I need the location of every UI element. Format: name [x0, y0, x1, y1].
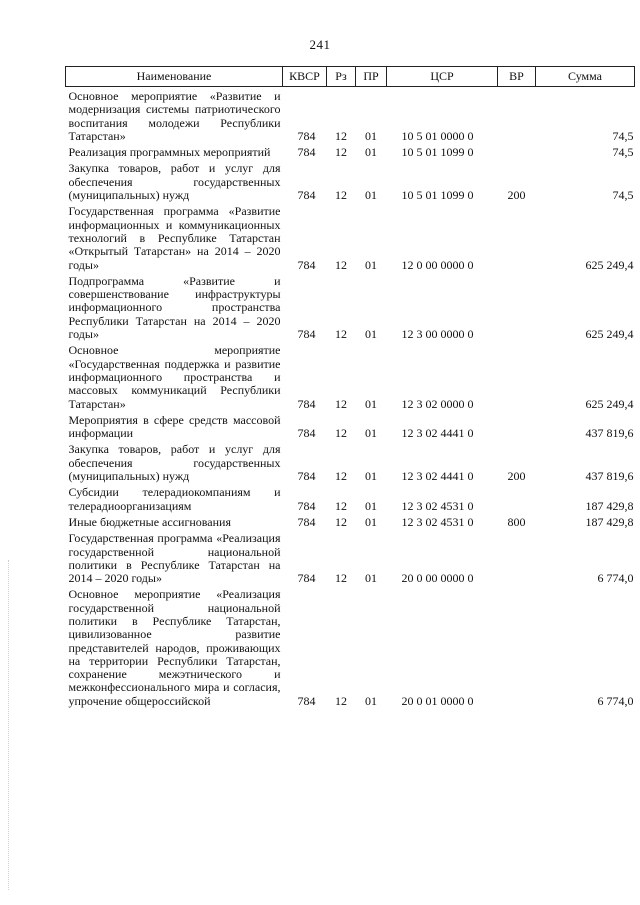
row-pr: 01 — [365, 693, 377, 708]
row-rz: 12 — [335, 571, 347, 586]
row-sum: 6 774,0 — [597, 693, 634, 708]
table-row — [66, 513, 635, 529]
row-name-text: Закупка товаров, работ и услуг для обеспечения государственных (муниципальных) нужд — [68, 442, 281, 484]
row-kvsr: 784 — [297, 693, 316, 708]
row-csr: 20 0 01 0000 0 — [401, 693, 474, 708]
header-csr: ЦСР — [387, 67, 498, 87]
table-row — [66, 585, 635, 708]
row-name-text: Основное мероприятие «Развитие и модернизация системы патриотического воспитания молодежи Республики Татарстан» — [68, 89, 281, 143]
row-pr: 01 — [365, 128, 377, 143]
row-vr — [498, 585, 536, 708]
table-row — [66, 87, 635, 144]
row-sum: 74,5 — [612, 145, 634, 160]
row-pr: 01 — [365, 426, 377, 441]
row-kvsr: 784 — [297, 426, 316, 441]
row-csr: 12 3 02 4531 0 — [401, 498, 474, 513]
table-body — [66, 87, 635, 709]
row-name — [66, 341, 283, 410]
table-row — [66, 483, 635, 513]
row-pr: 01 — [365, 257, 377, 272]
header-rz: Рз — [327, 67, 356, 87]
table-row — [66, 411, 635, 441]
row-pr: 01 — [365, 498, 377, 513]
row-name-text: Государственная программа «Реализация государственной национальной политики в Республике Татарстан на 2014 – 2020 годы» — [68, 531, 281, 586]
row-name — [66, 513, 283, 529]
row-name — [66, 483, 283, 513]
row-kvsr: 784 — [297, 571, 316, 586]
row-pr: 01 — [365, 145, 377, 160]
row-name — [66, 159, 283, 202]
header-sum: Сумма — [536, 67, 635, 87]
row-kvsr: 784 — [297, 498, 316, 513]
header-vr: ВР — [498, 67, 536, 87]
row-name-text: Иные бюджетные ассигнования — [68, 514, 231, 529]
row-vr — [498, 483, 536, 513]
row-csr: 12 3 02 0000 0 — [401, 396, 474, 411]
row-csr: 12 3 02 4441 0 — [401, 469, 474, 484]
row-pr: 01 — [365, 188, 377, 203]
row-sum: 187 429,8 — [585, 514, 634, 529]
row-pr: 01 — [365, 396, 377, 411]
row-name — [66, 529, 283, 585]
row-sum: 625 249,4 — [585, 327, 634, 342]
table-row — [66, 202, 635, 271]
row-name — [66, 272, 283, 341]
row-name-text: Основное мероприятие «Государственная поддержка и развитие информационного пространства и массовых коммуникаций Республики Татарстан» — [68, 343, 281, 411]
row-rz: 12 — [335, 426, 347, 441]
row-csr: 10 5 01 1099 0 — [401, 145, 474, 160]
row-name-text: Реализация программных мероприятий — [68, 145, 271, 160]
table-header — [66, 67, 635, 87]
row-rz: 12 — [335, 188, 347, 203]
row-vr — [498, 272, 536, 341]
budget-table — [65, 66, 635, 708]
table-row — [66, 529, 635, 585]
row-csr: 12 0 00 0000 0 — [401, 257, 474, 272]
header-name: Наименование — [66, 67, 283, 87]
row-rz: 12 — [335, 469, 347, 484]
table-row — [66, 159, 635, 202]
row-name — [66, 143, 283, 159]
row-rz: 12 — [335, 514, 347, 529]
row-kvsr: 784 — [297, 188, 316, 203]
row-name-text: Закупка товаров, работ и услуг для обеспечения государственных (муниципальных) нужд — [68, 161, 281, 203]
row-rz: 12 — [335, 145, 347, 160]
row-pr: 01 — [365, 327, 377, 342]
row-rz: 12 — [335, 327, 347, 342]
row-vr — [498, 411, 536, 441]
row-sum: 187 429,8 — [585, 498, 634, 513]
row-kvsr: 784 — [297, 469, 316, 484]
row-name-text: Подпрограмма «Развитие и совершенствование инфраструктуры информационного пространства Республики Татарстан на 2014 – 2020 годы» — [68, 273, 281, 342]
row-kvsr: 784 — [297, 514, 316, 529]
row-csr: 12 3 00 0000 0 — [401, 327, 474, 342]
row-vr: 200 — [507, 188, 526, 203]
row-vr: 200 — [507, 469, 526, 484]
table-row — [66, 440, 635, 483]
row-sum: 625 249,4 — [585, 396, 634, 411]
row-vr — [498, 143, 536, 159]
row-rz: 12 — [335, 257, 347, 272]
row-vr — [498, 202, 536, 271]
row-sum: 625 249,4 — [585, 257, 634, 272]
row-rz: 12 — [335, 498, 347, 513]
table-row — [66, 341, 635, 410]
row-sum: 6 774,0 — [597, 571, 634, 586]
row-sum: 437 819,6 — [585, 469, 634, 484]
row-name-text: Субсидии телерадиокомпаниям и телерадиоорганизациям — [68, 485, 281, 513]
row-rz: 12 — [335, 693, 347, 708]
row-csr: 12 3 02 4441 0 — [401, 426, 474, 441]
table-row — [66, 272, 635, 341]
row-name — [66, 411, 283, 441]
row-csr: 10 5 01 1099 0 — [401, 188, 474, 203]
row-name — [66, 87, 283, 144]
row-vr — [498, 87, 536, 144]
row-sum: 74,5 — [612, 128, 634, 143]
row-sum: 74,5 — [612, 188, 634, 203]
row-name — [66, 202, 283, 271]
row-vr: 800 — [507, 514, 526, 529]
row-rz: 12 — [335, 396, 347, 411]
row-kvsr: 784 — [297, 145, 316, 160]
row-vr — [498, 341, 536, 410]
row-pr: 01 — [365, 571, 377, 586]
header-kvsr: КВСР — [283, 67, 327, 87]
row-name — [66, 440, 283, 483]
header-pr: ПР — [356, 67, 387, 87]
page-number: 241 — [309, 37, 331, 52]
row-pr: 01 — [365, 469, 377, 484]
row-csr: 12 3 02 4531 0 — [401, 514, 474, 529]
row-name-text: Мероприятия в сфере средств массовой информации — [68, 412, 281, 441]
row-vr — [498, 529, 536, 585]
table-row — [66, 143, 635, 159]
row-name-text: Основное мероприятие «Реализация государственной национальной политики в Республике Татарстан, цивилизованное развитие представителей народов, проживающих на территории Республики Татарстан, сохранение межэтнического и межконфессионального мира и согласия, упрочение общероссийской — [68, 587, 281, 708]
row-kvsr: 784 — [297, 128, 316, 143]
row-csr: 10 5 01 0000 0 — [401, 128, 474, 143]
row-name-text: Государственная программа «Развитие информационных и коммуникационных технологий в Республике Татарстан «Открытый Татарстан» на 2014 – 2020 годы» — [68, 204, 281, 272]
row-kvsr: 784 — [297, 257, 316, 272]
row-sum: 437 819,6 — [585, 426, 634, 441]
row-pr: 01 — [365, 514, 377, 529]
row-kvsr: 784 — [297, 396, 316, 411]
row-csr: 20 0 00 0000 0 — [401, 571, 474, 586]
row-kvsr: 784 — [297, 327, 316, 342]
row-name — [66, 585, 283, 708]
row-rz: 12 — [335, 128, 347, 143]
scan-margin-mark — [8, 560, 10, 890]
